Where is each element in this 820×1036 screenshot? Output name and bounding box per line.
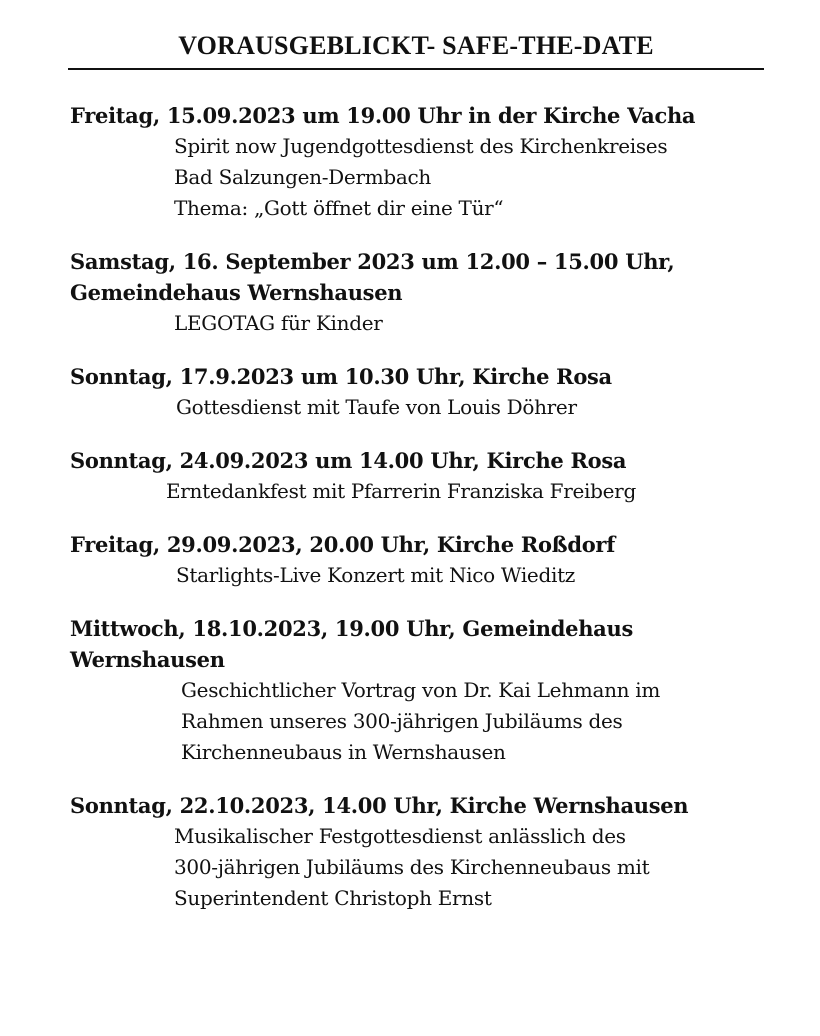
- event-description: Geschichtlicher Vortrag von Dr. Kai Lehmann im: [181, 678, 661, 702]
- event-entry: [70, 246, 770, 339]
- event-description: Musikalischer Festgottesdienst anlässlich des: [174, 824, 626, 848]
- event-title: Sonntag, 22.10.2023, 14.00 Uhr, Kirche Wernshausen: [70, 793, 689, 818]
- event-title: Wernshausen: [70, 647, 225, 672]
- heading-rule: [68, 68, 764, 70]
- event-entry: [70, 445, 770, 507]
- event-entry: [70, 361, 770, 423]
- event-description: 300-jährigen Jubiläums des Kirchenneubaus mit: [174, 855, 650, 879]
- event-title: Samstag, 16. September 2023 um 12.00 – 15.00 Uhr,: [70, 249, 675, 274]
- event-description: Kirchenneubaus in Wernshausen: [181, 740, 506, 764]
- event-description: Thema: „Gott öffnet dir eine Tür“: [174, 196, 504, 220]
- event-description: Starlights-Live Konzert mit Nico Wieditz: [176, 563, 576, 587]
- event-entry: [70, 790, 770, 914]
- event-description: Gottesdienst mit Taufe von Louis Döhrer: [176, 395, 577, 419]
- event-title: Sonntag, 17.9.2023 um 10.30 Uhr, Kirche Rosa: [70, 364, 612, 389]
- event-description: Rahmen unseres 300-jährigen Jubiläums des: [181, 709, 623, 733]
- event-title: Freitag, 29.09.2023, 20.00 Uhr, Kirche Roßdorf: [70, 532, 615, 557]
- page-heading: VORAUSGEBLICKT- SAFE-THE-DATE: [178, 31, 654, 60]
- event-entry: [70, 100, 770, 224]
- event-entry: [70, 529, 770, 591]
- event-title: Mittwoch, 18.10.2023, 19.00 Uhr, Gemeindehaus: [70, 616, 633, 641]
- event-list: [70, 100, 770, 914]
- event-description: Bad Salzungen-Dermbach: [174, 165, 431, 189]
- event-description: LEGOTAG für Kinder: [174, 311, 383, 335]
- event-entry: [70, 613, 770, 768]
- event-description: Spirit now Jugendgottesdienst des Kirchenkreises: [174, 134, 668, 158]
- event-description: Erntedankfest mit Pfarrerin Franziska Freiberg: [166, 479, 636, 503]
- event-title: Sonntag, 24.09.2023 um 14.00 Uhr, Kirche Rosa: [70, 448, 627, 473]
- event-description: Superintendent Christoph Ernst: [174, 886, 492, 910]
- event-title: Gemeindehaus Wernshausen: [70, 280, 403, 305]
- event-title: Freitag, 15.09.2023 um 19.00 Uhr in der Kirche Vacha: [70, 103, 696, 128]
